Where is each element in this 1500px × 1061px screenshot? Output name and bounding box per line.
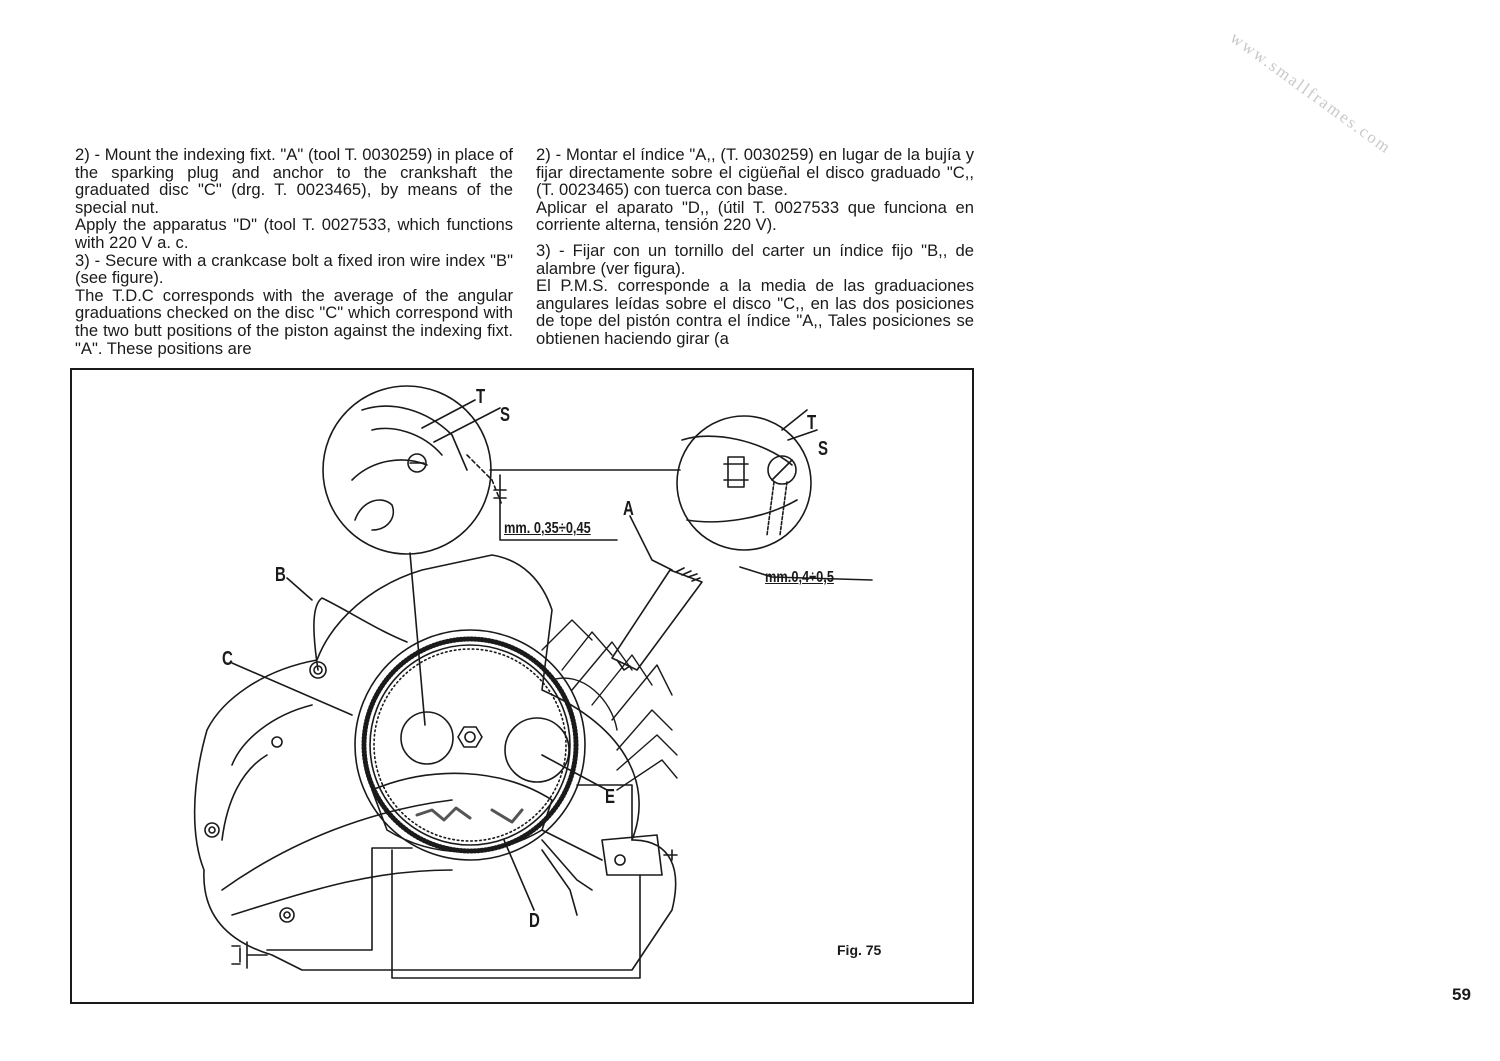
boss [280, 908, 294, 922]
paragraph: 2) - Montar el índice "A,, (T. 0030259) en lugar de la bujía y fijar directamente sobre el cigüeñal el disco graduado "C,, (T. 0023465) con tuerca con base. [536, 145, 974, 200]
figure-frame [70, 368, 974, 1004]
leader-t-left [422, 400, 475, 428]
engine-timing-drawing [72, 370, 972, 1002]
label-a: A [623, 498, 634, 520]
supply-wire [267, 848, 640, 978]
label-e: E [605, 786, 616, 808]
boss [284, 912, 290, 918]
measurement-right: mm.0,4÷0,5 [765, 569, 834, 586]
paragraph: Aplicar el aparato "D,, (útil T. 0027533 que funciona en corriente alterna, tensión 220 V). [536, 197, 974, 235]
crankshaft-nut [458, 727, 482, 747]
paragraph: El P.M.S. corresponde a la media de las graduaciones angulares leídas sobre el disco "C,, en las dos posiciones de tope del pistón contra el índice "A,, Tales posiciones se obtienen haciendo girar (a [536, 276, 974, 348]
graduated-disc-c [355, 630, 585, 860]
disc-window-left [401, 712, 453, 764]
label-b: B [275, 564, 286, 586]
measurement-left: mm. 0,35÷0,45 [504, 520, 591, 537]
detail-to-disc-line [410, 553, 425, 725]
leader-s-left [434, 408, 500, 442]
leader-d [504, 840, 534, 910]
leader-a [630, 516, 672, 570]
leader-t-right [782, 410, 807, 430]
page-number: 59 [1452, 985, 1471, 1004]
label-s-left: S [500, 404, 511, 426]
detail-circle-left [323, 386, 502, 554]
paragraph: 2) - Mount the indexing fixt. "A" (tool T. 0030259) in place of the sparking plug and anchor to the crankshaft the graduated disc "C" (drg. T. 0023465), by means of the special nut. [75, 145, 513, 217]
leader-b [287, 578, 312, 600]
crankcase-inner-edge [222, 705, 452, 915]
boss [209, 827, 215, 833]
detail-circle-right [677, 416, 811, 550]
disc-window-right [505, 718, 569, 782]
label-c: C [222, 648, 233, 670]
indexing-fixture-a [612, 568, 702, 670]
apparatus-d-texture [417, 808, 522, 822]
lamp-wire [542, 830, 602, 915]
boss [205, 823, 219, 837]
watermark: www.smallframes.com [1226, 28, 1396, 158]
text-column-spanish [536, 146, 974, 348]
boss [272, 737, 282, 747]
paragraph: The T.D.C corresponds with the average of the angular graduations checked on the disc "C" which correspond with the two butt positions of the piston against the indexing fixt. "A". These positions are [75, 285, 513, 358]
label-t-right: T [807, 412, 817, 434]
text-column-english [75, 146, 513, 357]
paragraph: 3) - Fijar con un tornillo del carter un índice fijo "B,, de alambre (ver figura). [536, 240, 974, 278]
figure-caption: Fig. 75 [837, 942, 882, 958]
paragraph: Apply the apparatus "D" (tool T. 0027533, which functions with 220 V a. c. [75, 215, 513, 252]
leader-c [232, 663, 352, 715]
label-d: D [529, 910, 540, 932]
label-t-left: T [476, 386, 486, 408]
label-s-right: S [818, 438, 829, 460]
paragraph: 3) - Secure with a crankcase bolt a fixed iron wire index "B" (see figure). [75, 250, 513, 288]
